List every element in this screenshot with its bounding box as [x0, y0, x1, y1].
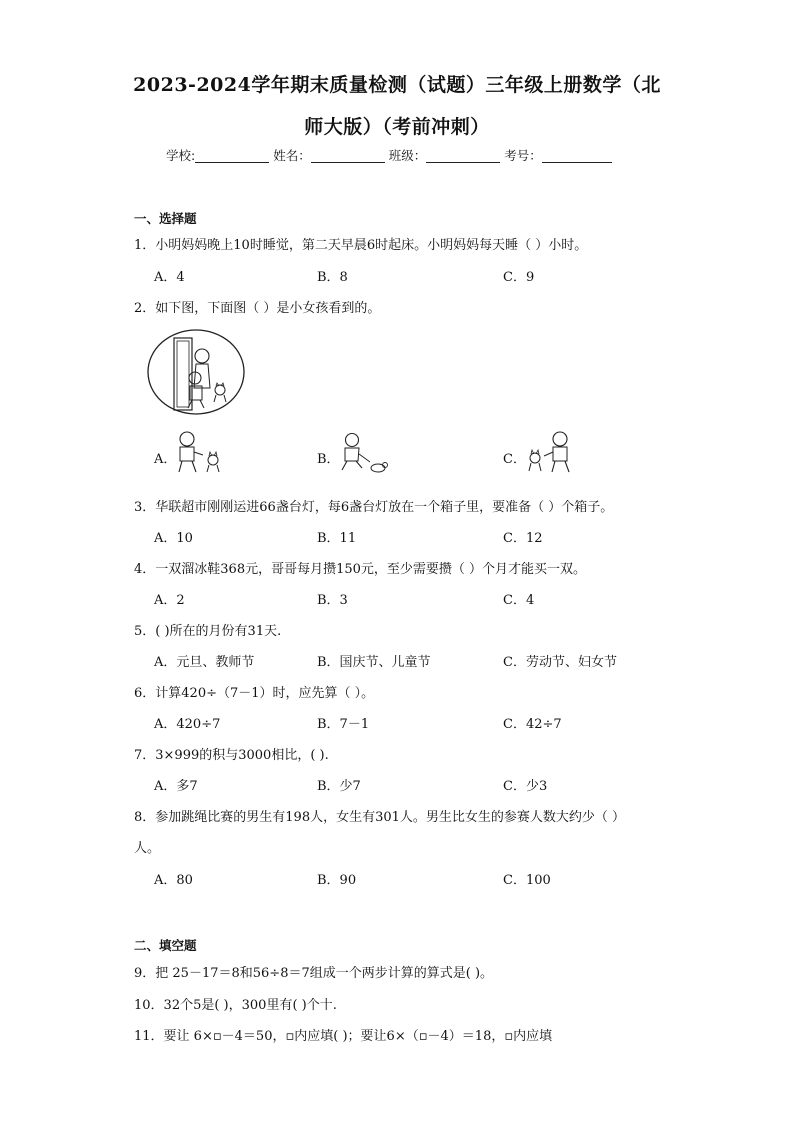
question-8-continuation: 人。: [134, 841, 161, 856]
q1-option-b: B．8: [317, 270, 348, 285]
q5-option-a: A．元旦、教师节: [154, 655, 255, 670]
q4-option-c: C．4: [503, 593, 535, 608]
q6-option-c: C．42÷7: [503, 717, 562, 732]
q1-option-c: C．9: [503, 270, 535, 285]
question-5: 5．( )所在的月份有31天.: [134, 624, 282, 639]
q3-option-a: A．10: [154, 531, 193, 546]
q2-option-c: C．: [503, 452, 526, 467]
q8-option-b: B．90: [317, 873, 357, 888]
q6-option-a: A．420÷7: [154, 717, 221, 732]
q8-option-c: C．100: [503, 873, 551, 888]
question-10: 10．32个5是( )，300里有( )个十.: [134, 998, 337, 1013]
page-title-line-2: 师大版）（考前冲刺）: [304, 116, 490, 138]
question-3: 3．华联超市刚刚运进66盏台灯，每6盏台灯放在一个箱子里，要准备（ ）个箱子。: [134, 500, 614, 515]
question-11: 11．要让 6×▫－4＝50，▫内应填( )；要让6×（▫－4）＝18，▫内应填: [134, 1029, 553, 1044]
q2-option-b: B．: [317, 452, 340, 467]
q1-option-a: A．4: [154, 270, 185, 285]
page-title-line-1: 2023-2024学年期末质量检测（试题）三年级上册数学（北: [133, 74, 661, 96]
school-blank[interactable]: [195, 148, 269, 163]
name-label: 姓名：: [273, 148, 311, 163]
question-2: 2．如下图，下面图（ ）是小女孩看到的。: [134, 301, 381, 316]
q4-option-b: B．3: [317, 593, 348, 608]
q6-option-b: B．7－1: [317, 717, 370, 732]
exam-number-label: 考号：: [504, 148, 542, 163]
question-1: 1．小明妈妈晚上10时睡觉，第二天早晨6时起床。小明妈妈每天睡（ ）小时。: [134, 238, 588, 253]
q2-option-a: A．: [154, 452, 177, 467]
class-blank[interactable]: [426, 148, 500, 163]
student-info-line: [166, 146, 612, 164]
q8-option-a: A．80: [154, 873, 193, 888]
boy-and-dog-figure-c: [524, 430, 574, 476]
q7-option-a: A．多7: [154, 779, 198, 794]
question-8: 8．参加跳绳比赛的男生有198人，女生有301人。男生比女生的参赛人数大约少（ ）: [134, 810, 626, 825]
q3-option-c: C．12: [503, 531, 543, 546]
q7-option-b: B．少7: [317, 779, 361, 794]
school-label: 学校:: [166, 148, 196, 163]
q5-option-c: C．劳动节、妇女节: [503, 655, 617, 670]
q5-option-b: B．国庆节、儿童节: [317, 655, 431, 670]
question-7: 7．3×999的积与3000相比，( ).: [134, 748, 329, 763]
question-9: 9．把 25－17＝8和56÷8＝7组成一个两步计算的算式是( )。: [134, 966, 494, 981]
name-blank[interactable]: [311, 148, 385, 163]
class-label: 班级：: [388, 148, 427, 163]
q3-option-b: B．11: [317, 531, 357, 546]
boy-and-dog-figure-a: [175, 430, 225, 476]
scene-illustration: [146, 328, 246, 416]
q4-option-a: A．2: [154, 593, 185, 608]
exam-number-blank[interactable]: [542, 148, 612, 163]
section-heading-choice: 一、选择题: [134, 211, 197, 226]
q7-option-c: C．少3: [503, 779, 548, 794]
boy-and-dog-figure-b: [336, 432, 388, 476]
question-6: 6．计算420÷（7－1）时，应先算（ ）。: [134, 686, 375, 701]
question-4: 4．一双溜冰鞋368元，哥哥每月攒150元，至少需要攒（ ）个月才能买一双。: [134, 562, 587, 577]
section-heading-fill-in: 二、填空题: [134, 938, 197, 953]
